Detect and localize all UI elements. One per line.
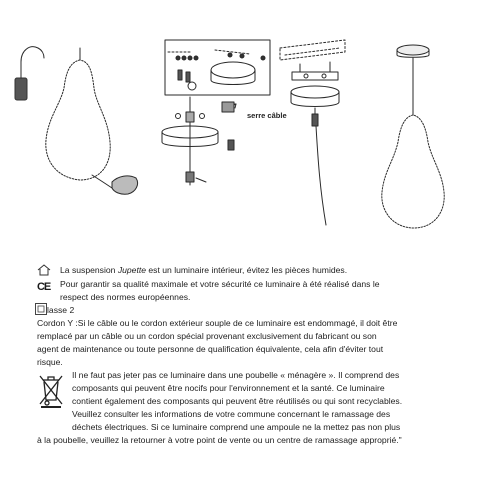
house-icon	[37, 264, 51, 276]
cord-line-3: agent de maintenance ou toute personne de qualification équivalente, cela afin d'éviter tout	[37, 344, 384, 354]
crossed-bin-icon	[38, 372, 64, 408]
class-2-icon	[35, 303, 47, 315]
line1-post: est un luminaire intérieur, évitez les pièces humides.	[146, 265, 348, 275]
ce-mark-icon: C E	[37, 281, 51, 293]
product-name: Jupette	[117, 265, 147, 275]
class-2-label: lasse 2	[47, 305, 75, 315]
cord-line-4: risque.	[37, 357, 63, 367]
pear-lamp-left-illustration	[15, 47, 138, 194]
line1-pre: La suspension	[60, 265, 118, 275]
weee-line-6: à la poubelle, veuillez la retourner à votre point de vente ou un centre de ramassage approprié."	[37, 435, 402, 445]
ce-line-1: Pour garantir sa qualité maximale et votre sécurité ce luminaire à été réalisé dans le	[60, 279, 380, 289]
serre-cable-label: serre câble	[247, 111, 287, 120]
weee-line-3: contient également des composants qui peuvent être réutilisés ou qui sont recyclables.	[72, 396, 403, 406]
cord-line-2: remplacé par un câble ou un cordon spécial provenant exclusivement du fabricant ou son	[37, 331, 377, 341]
weee-line-5: déchets électriques. Si ce luminaire comprend une ampoule ne la mettez pas non plus	[72, 422, 401, 432]
indoor-use-line	[60, 264, 347, 277]
parts-kit-illustration	[165, 40, 270, 95]
weee-line-1: Il ne faut pas jeter pas ce luminaire dans une poubelle « ménagère ». Il comprend des	[72, 370, 400, 380]
cord-line-1: Cordon Y :Si le câble ou le cordon extérieur souple de ce luminaire est endommagé, il doit être	[37, 318, 398, 328]
ceiling-bracket-illustration	[280, 40, 345, 225]
pear-lamp-right-illustration	[382, 45, 444, 228]
weee-line-2: composants qui peuvent être nocifs pour l'environnement et la santé. Ce luminaire	[72, 383, 385, 393]
ce-line-2: respect des normes européennes.	[60, 292, 191, 302]
weee-line-4: Veuillez consulter les informations de votre commune concernant le ramassage des	[72, 409, 391, 419]
canopy-assembly-illustration	[162, 97, 236, 185]
